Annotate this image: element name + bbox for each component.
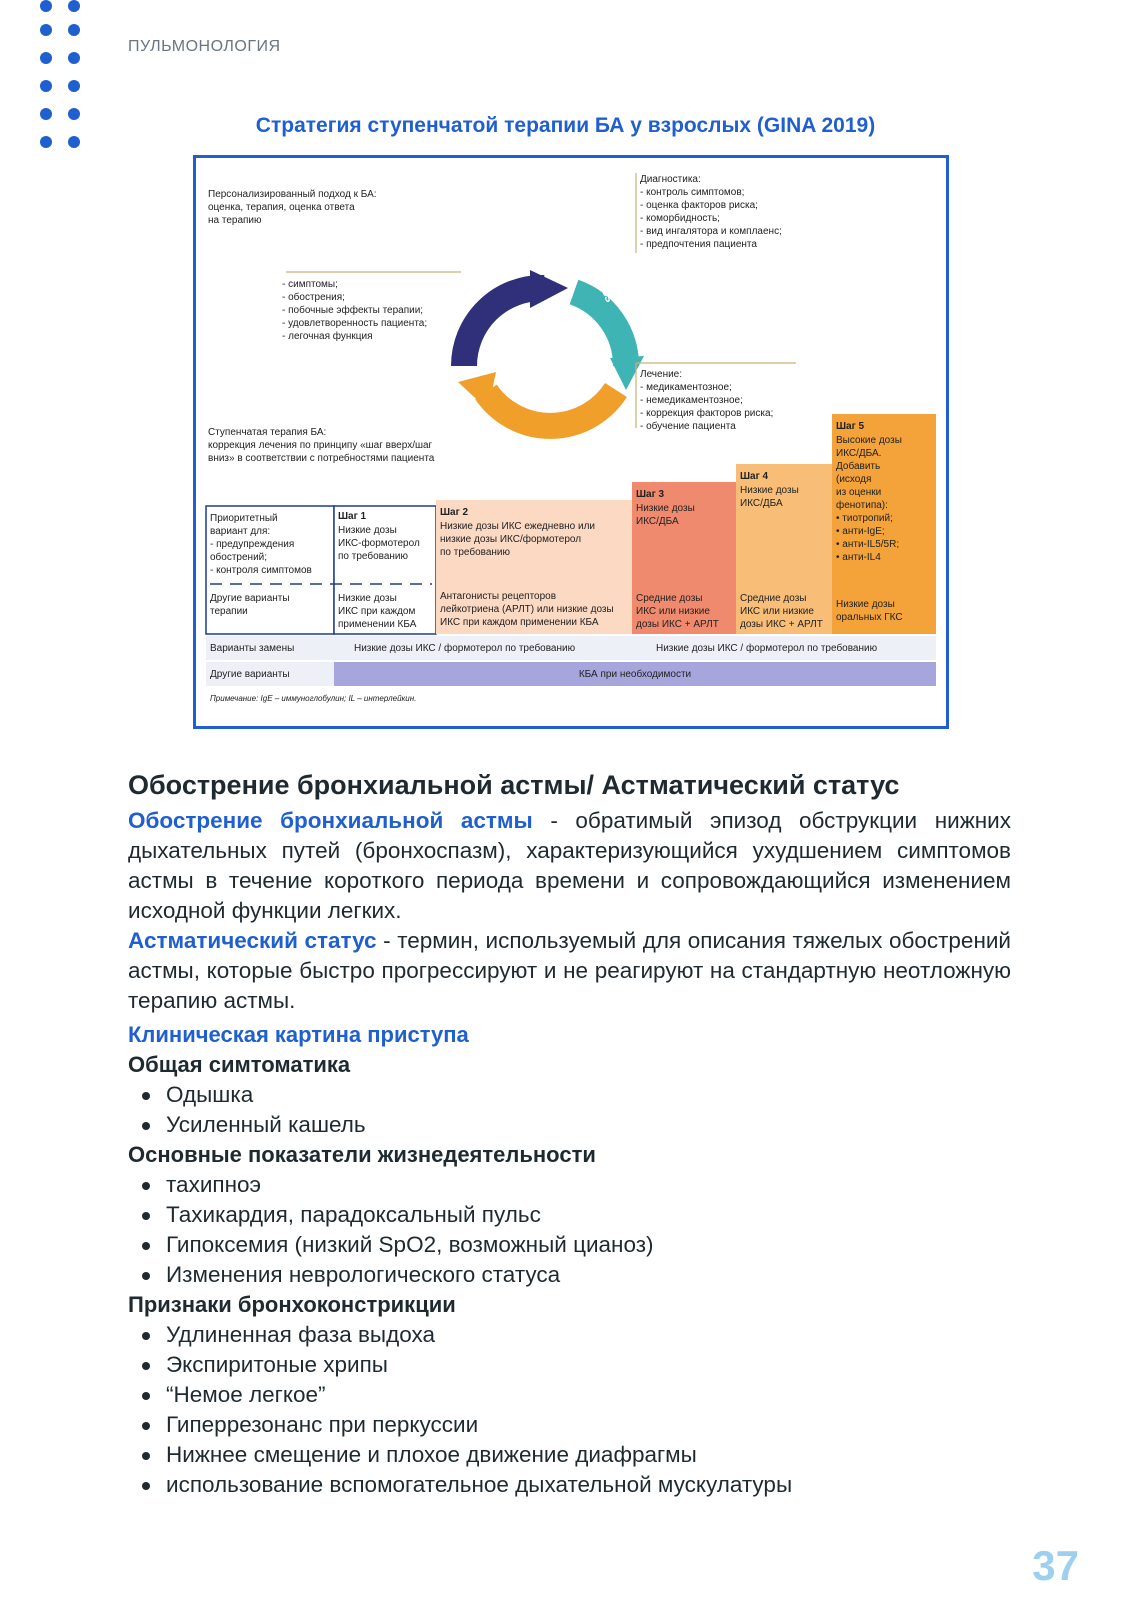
broncho-list <box>140 1320 792 1500</box>
status-paragraph <box>128 926 1011 1016</box>
vitals-title: Основные показатели жизнедеятельности <box>128 1142 596 1167</box>
list-item: Одышка <box>140 1080 366 1110</box>
vitals-list <box>140 1170 654 1290</box>
replacement-label: Варианты замены <box>210 643 295 654</box>
step3-title: Шаг 3 <box>636 489 665 500</box>
exacerbation-paragraph <box>128 806 1011 926</box>
general-title: Общая симтоматика <box>128 1052 351 1077</box>
review-arrowhead <box>530 270 568 308</box>
step2-bottom: Антагонисты рецепторов лейкотриена (АРЛТ) или низкие дозы ИКС при каждом применении КБА <box>440 591 614 628</box>
kba-bar-label: КБА при необходимости <box>578 669 692 680</box>
step1-top: Низкие дозы ИКС-формотерол по требованию <box>338 525 420 562</box>
step5-bottom: Низкие дозы оральных ГКС <box>836 599 903 623</box>
diagnostics-text: Диагностика: - контроль симптомов; - оценка факторов риска; - коморбидность; - вид ингалятора и комплаенс; - предпочтения пациента <box>640 174 782 250</box>
step4-bottom: Средние дозы ИКС или низкие дозы ИКС + АРЛТ <box>740 593 823 630</box>
step1-bottom: Низкие дозы ИКС при каждом применении КБА <box>338 593 417 630</box>
replacement-left: Низкие дозы ИКС / формотерол по требованию <box>354 643 576 654</box>
step5-title: Шаг 5 <box>836 421 865 432</box>
list-item: Удлиненная фаза выдоха <box>140 1320 792 1350</box>
list-item: тахипноэ <box>140 1170 654 1200</box>
other-therapy-text: Другие варианты терапии <box>210 593 290 617</box>
figure-title: Стратегия ступенчатой терапии БА у взрослых (GINA 2019) <box>255 114 876 137</box>
step2-top: Низкие дозы ИКС ежедневно или низкие дозы ИКС/формотерол по требованию <box>440 521 596 558</box>
preferred-text: Приоритетный вариант для: - предупреждения обострений; - контроля симптомов <box>210 513 312 576</box>
adjust-label: ADJUST <box>524 393 565 404</box>
exacerbation-term: Обострение бронхиальной астмы <box>128 808 533 833</box>
step4-title: Шаг 4 <box>740 471 769 482</box>
section-heading: Обострение бронхиальной астмы/ Астматический статус <box>128 770 900 800</box>
list-item: использование вспомогательное дыхательной мускулатуры <box>140 1470 792 1500</box>
replacement-right: Низкие дозы ИКС / формотерол по требованию <box>656 643 878 654</box>
list-item: Гипоксемия (низкий SpO2, возможный цианоз) <box>140 1230 654 1260</box>
review-list: - симптомы; - обострения; - побочные эффекты терапии; - удовлетворенность пациента; - легочная функция <box>282 279 428 342</box>
gina-figure <box>193 155 949 729</box>
clinical-title: Клиническая картина приступа <box>128 1022 469 1047</box>
assess-arrow <box>574 292 626 366</box>
exacerbation-definition: - обратимый эпизод обструкции нижних дыхательных путей (бронхоспазм), характеризующийся ухудшением симптомов астмы в течение короткого периода времени и сопровождающийся изменением исходной функции легких. <box>128 808 1011 923</box>
step2-title: Шаг 2 <box>440 507 469 518</box>
step5-top: Высокие дозы ИКС/ДБА. Добавить (исходя из оценки фенотипа): • тиотропий; • анти-IgE; • анти-IL5/5R; • анти-IL4 <box>836 435 902 563</box>
review-label: REVIEW RESPONSE <box>452 173 512 264</box>
figure-note: Примечание: IgE – иммуноглобулин; IL – интерлейкин. <box>210 694 417 703</box>
step3-bottom: Средние дозы ИКС или низкие дозы ИКС + АРЛТ <box>636 593 719 630</box>
other-options-label: Другие варианты <box>210 669 290 680</box>
list-item: Нижнее смещение и плохое движение диафрагмы <box>140 1440 792 1470</box>
assess-label: ASSESS <box>588 262 615 305</box>
list-item: “Немое легкое” <box>140 1380 792 1410</box>
approach-text: Персонализированный подход к БА: оценка, терапия, оценка ответа на терапию <box>208 189 377 226</box>
step4-top: Низкие дозы ИКС/ДБА <box>740 485 799 509</box>
list-item: Экспиритоные хрипы <box>140 1350 792 1380</box>
list-item: Тахикардия, парадоксальный пульс <box>140 1200 654 1230</box>
step3-top: Низкие дозы ИКС/ДБА <box>636 503 695 527</box>
status-term: Астматический статус <box>128 928 377 953</box>
broncho-title: Признаки бронхоконстрикции <box>128 1292 456 1317</box>
list-item: Усиленный кашель <box>140 1110 366 1140</box>
step1-title: Шаг 1 <box>338 511 367 522</box>
status-definition: - термин, используемый для описания тяжелых обострений астмы, которые быстро прогрессируют и не реагируют на стандартную неотложную терапию астмы. <box>128 928 1012 1013</box>
section-label: ПУЛЬМОНОЛОГИЯ <box>128 38 281 55</box>
treatment-text: Лечение: - медикаментозное; - немедикаментозное; - коррекция факторов риска; - обучение пациента <box>640 369 774 432</box>
general-list <box>140 1080 366 1140</box>
assess-arrowhead <box>610 356 644 390</box>
list-item: Изменения неврологического статуса <box>140 1260 654 1290</box>
page-number: 37 <box>1032 1542 1079 1589</box>
stepwise-text: Ступенчатая терапия БА: коррекция лечения по принципу «шаг вверх/шаг вниз» в соответствии с потребностями пациента <box>208 427 435 464</box>
list-item: Гиперрезонанс при перкуссии <box>140 1410 792 1440</box>
